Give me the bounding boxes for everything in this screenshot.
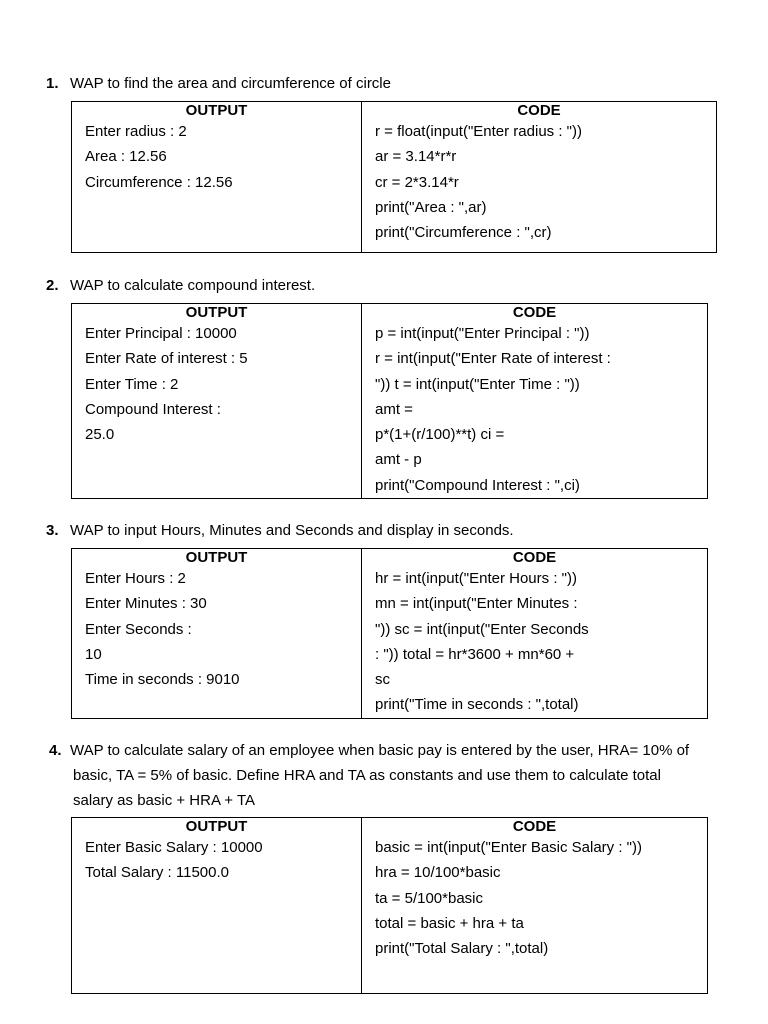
output-line: Time in seconds : 9010 — [85, 671, 240, 689]
code-line: basic = int(input("Enter Basic Salary : ")) — [375, 839, 642, 856]
code-heading: CODE — [512, 549, 557, 566]
output-line: Enter Rate of interest : 5 — [85, 350, 248, 368]
question-number: 4. — [49, 742, 62, 759]
code-cell — [362, 549, 708, 719]
code-line: p*(1+(r/100)**t) ci = — [375, 426, 505, 444]
code-line: sc — [375, 671, 390, 689]
output-heading: OUTPUT — [185, 304, 248, 321]
code-line: ar = 3.14*r*r — [375, 148, 457, 166]
code-line: r = int(input("Enter Rate of interest : — [375, 350, 611, 368]
code-line: print("Area : ",ar) — [375, 198, 487, 216]
code-cell — [362, 304, 708, 499]
answer-table — [71, 101, 717, 253]
code-line: ")) sc = int(input("Enter Seconds — [375, 620, 589, 638]
output-line: Enter Minutes : 30 — [85, 595, 207, 613]
output-line: Enter Seconds : — [85, 620, 192, 638]
output-line: Compound Interest : — [85, 400, 221, 418]
question-text-line: basic, TA = 5% of basic. Define HRA and TA as constants and use them to calculate total — [73, 767, 661, 784]
code-line: r = float(input("Enter radius : ")) — [375, 123, 582, 140]
output-line: Enter Basic Salary : 10000 — [85, 839, 263, 856]
answer-table — [71, 303, 708, 499]
output-line: Enter Time : 2 — [85, 375, 179, 393]
output-heading: OUTPUT — [185, 102, 248, 119]
code-line: : ")) total = hr*3600 + mn*60 + — [375, 645, 575, 663]
output-line: Enter Principal : 10000 — [85, 325, 237, 342]
output-heading: OUTPUT — [185, 549, 248, 566]
output-cell — [72, 102, 362, 253]
code-line: print("Total Salary : ",total) — [375, 940, 549, 958]
code-cell — [362, 102, 717, 253]
code-line: hr = int(input("Enter Hours : ")) — [375, 570, 577, 587]
code-heading: CODE — [512, 818, 557, 835]
answer-table — [71, 548, 708, 719]
question-text: WAP to calculate compound interest. — [70, 277, 316, 294]
output-heading: OUTPUT — [185, 818, 248, 835]
code-line: cr = 2*3.14*r — [375, 173, 459, 191]
output-cell — [72, 818, 362, 994]
question-text: WAP to find the area and circumference of circle — [70, 75, 391, 92]
code-line: print("Time in seconds : ",total) — [375, 696, 579, 714]
code-line: ta = 5/100*basic — [375, 889, 483, 907]
output-cell — [72, 549, 362, 719]
question-number: 1. — [46, 75, 59, 92]
code-line: p = int(input("Enter Principal : ")) — [375, 325, 590, 342]
code-line: total = basic + hra + ta — [375, 914, 524, 932]
code-heading: CODE — [517, 102, 561, 119]
code-line: amt = — [375, 400, 413, 418]
question-text-line: salary as basic + HRA + TA — [73, 792, 256, 809]
output-line: Enter Hours : 2 — [85, 570, 186, 587]
code-line: ")) t = int(input("Enter Time : ")) — [375, 375, 580, 393]
output-line: 10 — [85, 645, 102, 663]
code-line: hra = 10/100*basic — [375, 864, 501, 882]
question-text-line: WAP to calculate salary of an employee when basic pay is entered by the user, HRA= 10% of — [70, 742, 690, 759]
question-text: WAP to input Hours, Minutes and Seconds and display in seconds. — [70, 522, 514, 539]
output-line: Total Salary : 11500.0 — [85, 864, 229, 882]
output-cell — [72, 304, 362, 499]
code-line: print("Circumference : ",cr) — [375, 224, 552, 242]
question-number: 3. — [46, 522, 59, 539]
output-line: Circumference : 12.56 — [85, 173, 233, 191]
code-line: mn = int(input("Enter Minutes : — [375, 595, 578, 613]
output-line: 25.0 — [85, 426, 115, 444]
code-heading: CODE — [512, 304, 557, 321]
code-line: amt - p — [375, 451, 422, 469]
output-line: Area : 12.56 — [85, 148, 167, 166]
code-cell — [362, 818, 708, 994]
answer-table — [71, 817, 708, 994]
question-number: 2. — [46, 277, 59, 294]
code-line: print("Compound Interest : ",ci) — [375, 476, 580, 494]
output-line: Enter radius : 2 — [85, 123, 187, 140]
